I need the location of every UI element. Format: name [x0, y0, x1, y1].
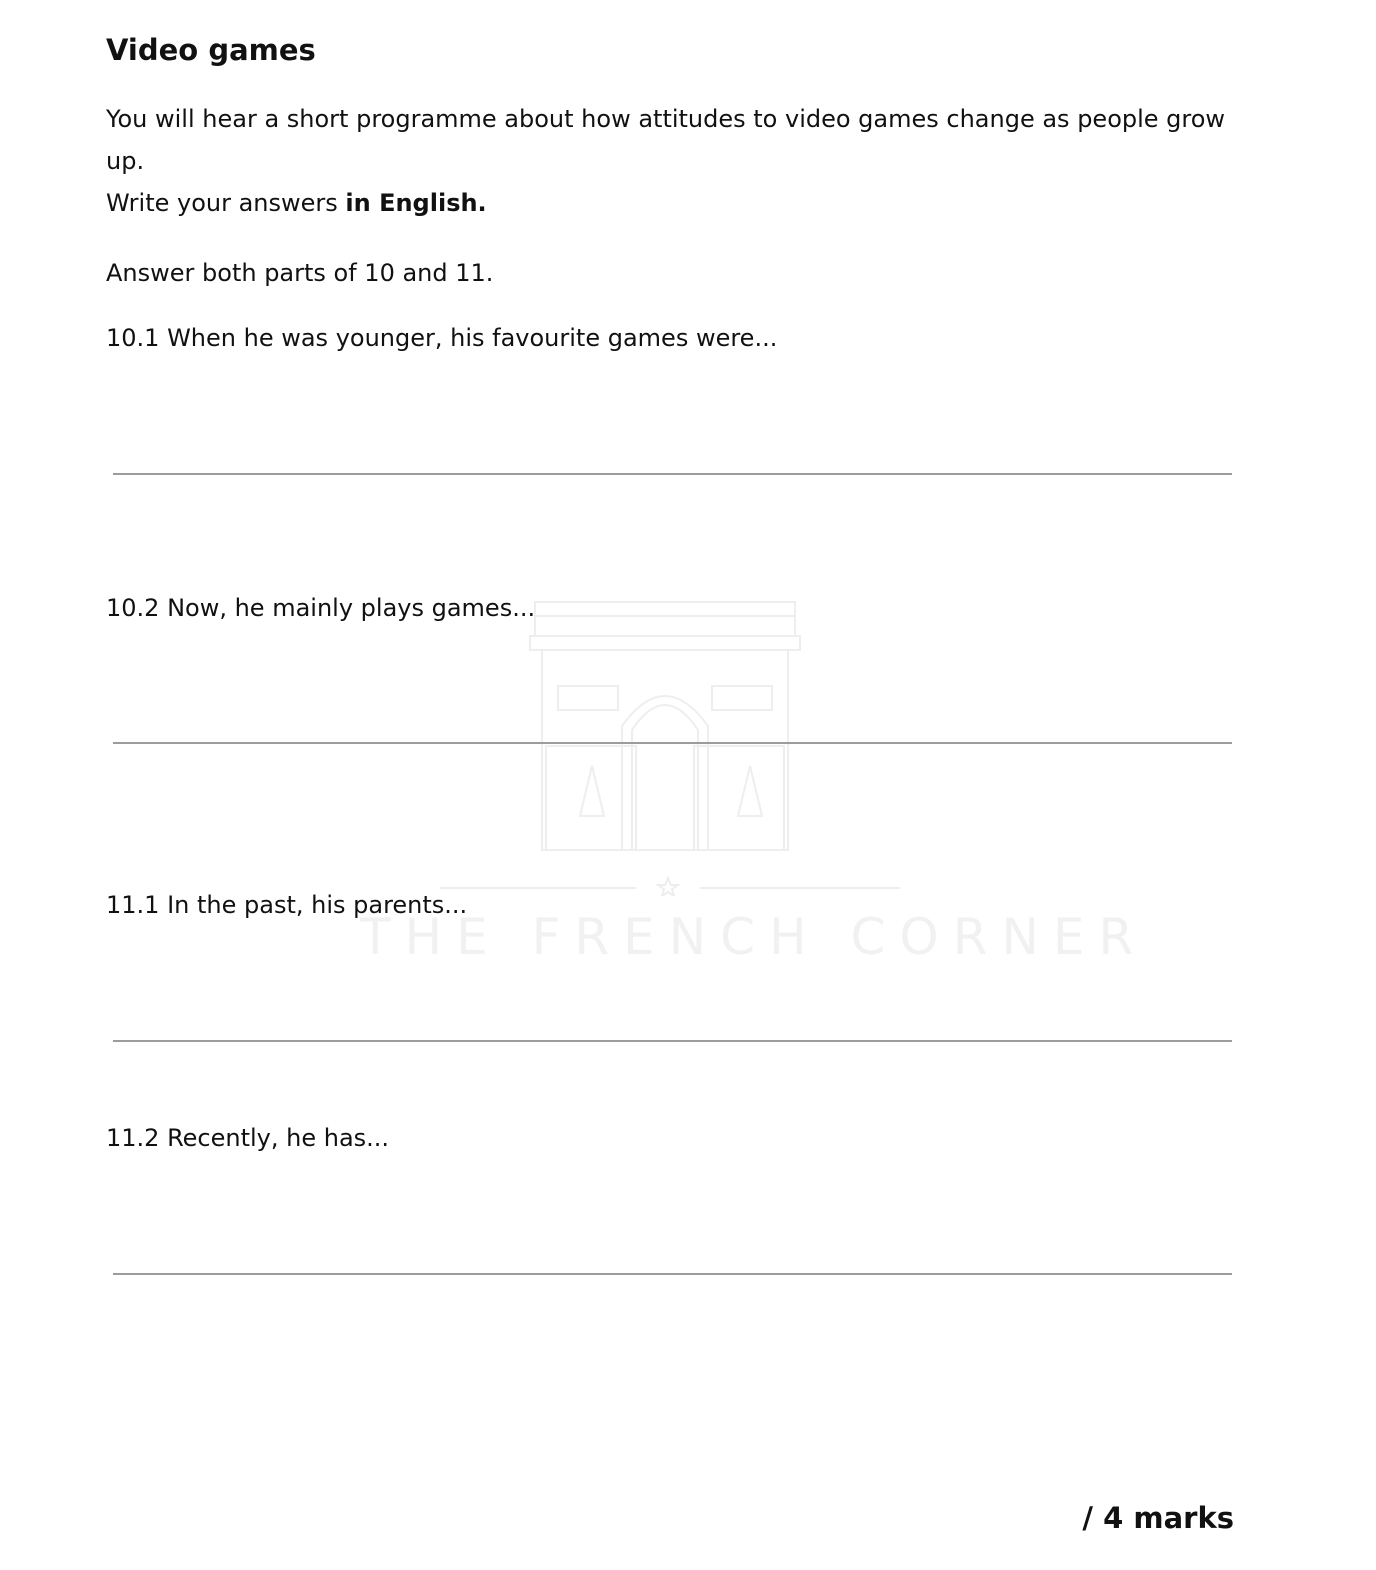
- answer-line-10-2[interactable]: [113, 742, 1232, 744]
- instructions-line-2-prefix: Write your answers: [106, 189, 346, 217]
- instructions: [106, 98, 1236, 224]
- answer-line-11-2[interactable]: [113, 1273, 1232, 1275]
- instructions-line-2-bold: in English.: [345, 189, 487, 217]
- arc-de-triomphe-icon: [360, 596, 990, 896]
- answer-line-11-1[interactable]: [113, 1040, 1232, 1042]
- answer-both-instruction: Answer both parts of 10 and 11.: [106, 259, 494, 287]
- question-11-1-prompt: 11.1 In the past, his parents...: [106, 891, 468, 919]
- instructions-line-1: You will hear a short programme about how attitudes to video games change as people grow up.: [106, 105, 1226, 175]
- marks-total: / 4 marks: [1082, 1501, 1234, 1535]
- question-10-2-prompt: 10.2 Now, he mainly plays games...: [106, 594, 536, 622]
- question-11-2-prompt: 11.2 Recently, he has...: [106, 1124, 390, 1152]
- question-10-1-prompt: 10.1 When he was younger, his favourite games were...: [106, 324, 778, 352]
- watermark-text: THE FRENCH CORNER: [360, 908, 1148, 966]
- answer-line-10-1[interactable]: [113, 473, 1232, 475]
- page-title: Video games: [106, 33, 316, 67]
